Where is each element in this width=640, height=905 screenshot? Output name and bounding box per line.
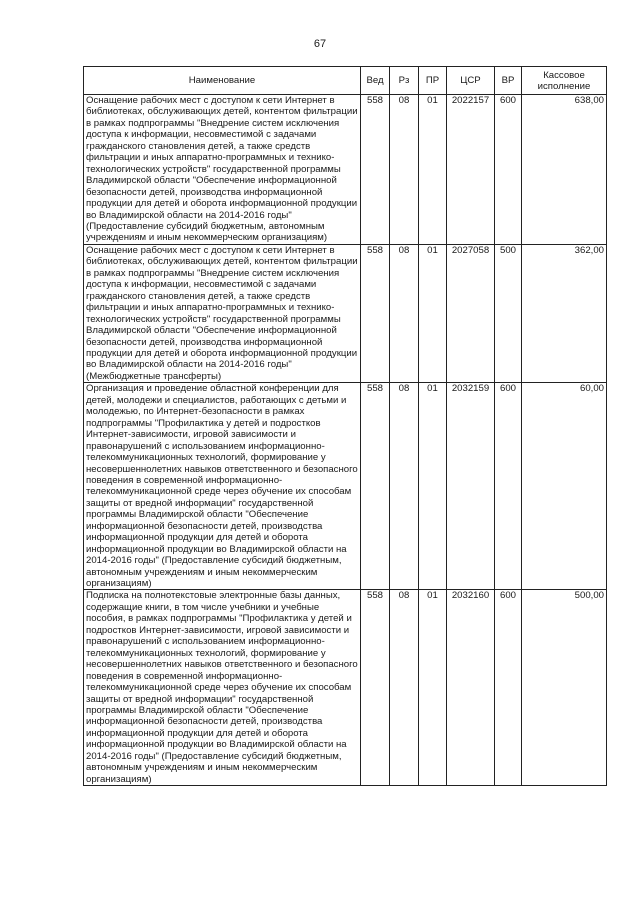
row-ved: 558 bbox=[361, 244, 390, 382]
row-vr: 600 bbox=[495, 383, 522, 590]
row-pr: 01 bbox=[419, 244, 447, 382]
header-csr: ЦСР bbox=[447, 67, 495, 95]
row-rz: 08 bbox=[390, 383, 419, 590]
table-row bbox=[84, 244, 607, 382]
row-rz: 08 bbox=[390, 95, 419, 245]
table-row bbox=[84, 590, 607, 786]
row-pr: 01 bbox=[419, 590, 447, 786]
row-ved: 558 bbox=[361, 383, 390, 590]
row-pr: 01 bbox=[419, 95, 447, 245]
table-row bbox=[84, 95, 607, 245]
page-number: 67 bbox=[313, 38, 327, 50]
row-amount: 362,00 bbox=[522, 244, 607, 382]
row-ved: 558 bbox=[361, 590, 390, 786]
row-csr: 2027058 bbox=[447, 244, 495, 382]
row-csr: 2032159 bbox=[447, 383, 495, 590]
row-vr: 500 bbox=[495, 244, 522, 382]
row-name: Организация и проведение областной конференции для детей, молодежи и специалистов, работающих с детьми и молодежью, по Интернет-безопасности в рамках подпрограммы "Профилактика у детей и подростков Интернет-зависимости, игровой зависимости и правонарушений с использованием информационно-телекоммуникационных технологий, формирование у несовершеннолетних навыков ответственного и безопасного поведения в современной информационно-телекоммуникационной среде через обучение их способам защиты от вредной информации" государственной программы Владимирской области "Обеспечение информационной безопасности детей, производства информационной продукции для детей и оборота информационной продукции во Владимирской области на 2014-2016 годы" (Предоставление субсидий бюджетным, автономным учреждениям и иным некоммерческим организациям) bbox=[84, 383, 361, 590]
row-rz: 08 bbox=[390, 244, 419, 382]
table-header-row bbox=[84, 67, 607, 95]
header-vr: ВР bbox=[495, 67, 522, 95]
row-name: Подписка на полнотекстовые электронные базы данных, содержащие книги, в том числе учебники и учебные пособия, в рамках подпрограммы "Профилактика у детей и подростков Интернет-зависимости, игровой зависимости и правонарушений с использованием информационно-телекоммуникационных технологий, формирование у несовершеннолетних навыков ответственного и безопасного поведения в современной информационно-телекоммуникационной среде через обучение их способам защиты от вредной информации" государственной программы Владимирской области "Обеспечение информационной безопасности детей, производства информационной продукции для детей и оборота информационной продукции во Владимирской области на 2014-2016 годы" (Предоставление субсидий бюджетным, автономным учреждениям и иным некоммерческим организациям) bbox=[84, 590, 361, 786]
row-vr: 600 bbox=[495, 590, 522, 786]
row-amount: 60,00 bbox=[522, 383, 607, 590]
header-kass: Кассовое исполнение bbox=[522, 67, 607, 95]
row-amount: 500,00 bbox=[522, 590, 607, 786]
header-name: Наименование bbox=[84, 67, 361, 95]
budget-table bbox=[83, 66, 607, 786]
row-name: Оснащение рабочих мест с доступом к сети Интернет в библиотеках, обслуживающих детей, контентом фильтрации в рамках подпрограммы "Внедрение систем исключения доступа к информации, несовместимой с задачами гражданского становления детей, а также средств фильтрации и иных аппаратно-программных и технико-технологических устройств" государственной программы Владимирской области "Обеспечение информационной безопасности детей, производства информационной продукции для детей и оборота информационной продукции во Владимирской области на 2014-2016 годы" (Предоставление субсидий бюджетным, автономным учреждениям и иным некоммерческим организациям) bbox=[84, 95, 361, 245]
row-name: Оснащение рабочих мест с доступом к сети Интернет в библиотеках, обслуживающих детей, контентом фильтрации в рамках подпрограммы "Внедрение систем исключения доступа к информации, несовместимой с задачами гражданского становления детей, а также средств фильтрации и иных аппаратно-программных и технико-технологических устройств" государственной программы Владимирской области "Обеспечение информационной безопасности детей, производства информационной продукции для детей и оборота информационной продукции во Владимирской области на 2014-2016 годы" (Межбюджетные трансферты) bbox=[84, 244, 361, 382]
header-pr: ПР bbox=[419, 67, 447, 95]
row-csr: 2032160 bbox=[447, 590, 495, 786]
header-rz: Рз bbox=[390, 67, 419, 95]
row-vr: 600 bbox=[495, 95, 522, 245]
row-amount: 638,00 bbox=[522, 95, 607, 245]
table-row bbox=[84, 383, 607, 590]
header-ved: Вед bbox=[361, 67, 390, 95]
row-ved: 558 bbox=[361, 95, 390, 245]
row-csr: 2022157 bbox=[447, 95, 495, 245]
row-pr: 01 bbox=[419, 383, 447, 590]
row-rz: 08 bbox=[390, 590, 419, 786]
